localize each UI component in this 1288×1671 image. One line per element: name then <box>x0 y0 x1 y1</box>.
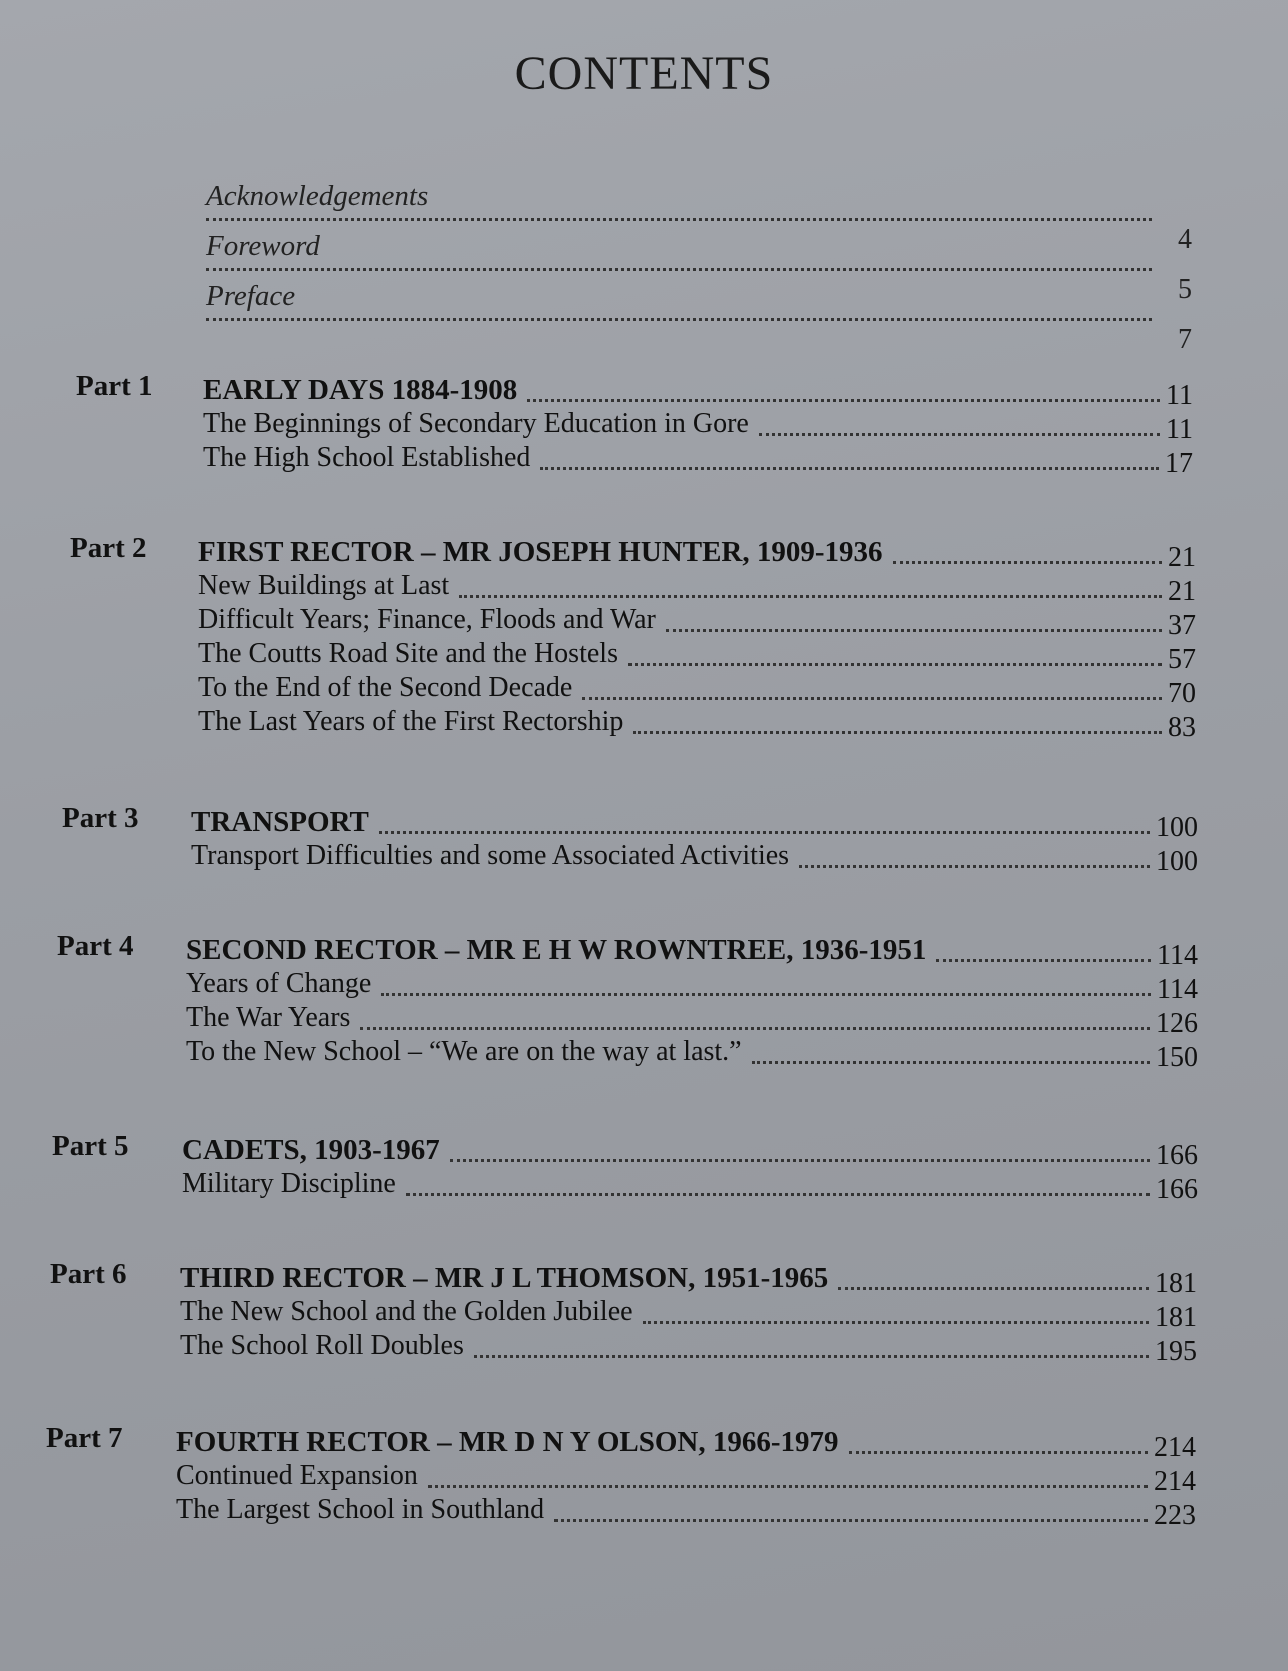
dot-leader <box>666 627 1162 632</box>
chapter-title: The Beginnings of Secondary Education in Gore <box>203 408 749 439</box>
chapter-title: The School Roll Doubles <box>180 1330 464 1361</box>
chapter-title: Years of Change <box>186 968 372 999</box>
part-heading <box>182 1134 1198 1171</box>
chapter-entry <box>203 442 1193 479</box>
chapter-entry <box>203 408 1193 445</box>
dot-leader <box>450 1157 1150 1162</box>
part-heading <box>186 934 1198 971</box>
page-number: 214 <box>1154 1432 1196 1463</box>
part-label: Part 7 <box>46 1422 123 1454</box>
page-number: 126 <box>1156 1008 1198 1039</box>
chapter-entry <box>186 1036 1198 1073</box>
page-number: 11 <box>1166 414 1193 445</box>
chapter-title: Continued Expansion <box>176 1460 418 1491</box>
page-number: 214 <box>1154 1466 1196 1497</box>
front-matter-item <box>206 280 1192 355</box>
page-number: 11 <box>1166 380 1193 411</box>
chapter-title: The Coutts Road Site and the Hostels <box>198 638 618 669</box>
part-label: Part 1 <box>76 370 153 402</box>
dot-leader <box>893 559 1162 564</box>
chapter-entry <box>176 1494 1196 1531</box>
chapter-title: The High School Established <box>203 442 531 473</box>
dot-leader <box>379 829 1150 834</box>
chapter-entry <box>198 570 1196 607</box>
page-number: 181 <box>1155 1268 1197 1299</box>
dot-leader <box>428 1483 1148 1488</box>
page-number: 223 <box>1154 1500 1196 1531</box>
chapter-title: The Last Years of the First Rectorship <box>198 706 624 737</box>
part-heading-title: CADETS, 1903-1967 <box>182 1134 440 1166</box>
dot-leader <box>759 431 1160 436</box>
page-number: 114 <box>1157 974 1198 1005</box>
page-number: 21 <box>1168 542 1196 573</box>
front-matter-page: 5 <box>1178 274 1192 305</box>
chapter-entry <box>180 1330 1197 1367</box>
dot-leader <box>554 1517 1148 1522</box>
part-heading-title: FIRST RECTOR – MR JOSEPH HUNTER, 1909-1936 <box>198 536 883 568</box>
dot-leader <box>752 1059 1150 1064</box>
page-number: 166 <box>1156 1140 1198 1171</box>
front-matter-label: Acknowledgements <box>206 180 429 212</box>
dot-leader <box>527 397 1160 402</box>
chapter-entry <box>182 1168 1198 1205</box>
chapter-title: Military Discipline <box>182 1168 396 1199</box>
dot-leader <box>643 1319 1149 1324</box>
page-number: 166 <box>1156 1174 1198 1205</box>
front-matter-label: Foreword <box>206 230 320 262</box>
part-label: Part 2 <box>70 532 147 564</box>
chapter-entry <box>198 638 1196 675</box>
dot-leader <box>474 1353 1149 1358</box>
chapter-entry <box>191 840 1198 877</box>
page-number: 37 <box>1168 610 1196 641</box>
dot-leader <box>206 300 1152 321</box>
part-heading-title: TRANSPORT <box>191 806 369 838</box>
part-heading-title: SECOND RECTOR – MR E H W ROWNTREE, 1936-1951 <box>186 934 927 966</box>
part-heading <box>176 1426 1196 1463</box>
part-label: Part 6 <box>50 1258 127 1290</box>
dot-leader <box>360 1025 1150 1030</box>
page-number: 195 <box>1155 1336 1197 1367</box>
chapter-entry <box>198 706 1196 743</box>
chapter-title: The Largest School in Southland <box>176 1494 545 1525</box>
page-number: 100 <box>1156 812 1198 843</box>
chapter-title: New Buildings at Last <box>198 570 450 601</box>
chapter-entry <box>186 968 1198 1005</box>
part-heading-title: EARLY DAYS 1884-1908 <box>203 374 518 406</box>
chapter-title: Difficult Years; Finance, Floods and War <box>198 604 656 635</box>
dot-leader <box>582 695 1162 700</box>
part-heading-title: FOURTH RECTOR – MR D N Y OLSON, 1966-1979 <box>176 1426 839 1458</box>
chapter-entry <box>180 1296 1197 1333</box>
front-matter-page: 4 <box>1178 224 1192 255</box>
page-number: 83 <box>1168 712 1196 743</box>
dot-leader <box>540 465 1159 470</box>
front-matter-label: Preface <box>206 280 296 312</box>
dot-leader <box>799 863 1150 868</box>
chapter-entry <box>176 1460 1196 1497</box>
dot-leader <box>406 1191 1150 1196</box>
dot-leader <box>206 250 1152 271</box>
front-matter <box>206 180 1192 355</box>
page-number: 114 <box>1157 940 1198 971</box>
front-matter-page: 7 <box>1178 324 1192 355</box>
page-number: 70 <box>1168 678 1196 709</box>
chapter-title: To the New School – “We are on the way at last.” <box>186 1036 742 1067</box>
chapter-title: The War Years <box>186 1002 351 1033</box>
page-number: 57 <box>1168 644 1196 675</box>
chapter-title: The New School and the Golden Jubilee <box>180 1296 633 1327</box>
dot-leader <box>381 991 1151 996</box>
part-label: Part 4 <box>57 930 134 962</box>
dot-leader <box>633 729 1162 734</box>
dot-leader <box>628 661 1162 666</box>
part-heading <box>191 806 1198 843</box>
part-label: Part 5 <box>52 1130 129 1162</box>
page-title: CONTENTS <box>514 47 774 100</box>
chapter-entry <box>186 1002 1198 1039</box>
page-number: 100 <box>1156 846 1198 877</box>
part-heading <box>203 374 1193 411</box>
dot-leader <box>459 593 1162 598</box>
page-number: 150 <box>1156 1042 1198 1073</box>
chapter-title: Transport Difficulties and some Associated Activities <box>191 840 790 871</box>
dot-leader <box>849 1449 1148 1454</box>
page-number: 181 <box>1155 1302 1197 1333</box>
chapter-entry <box>198 672 1196 709</box>
part-heading <box>198 536 1196 573</box>
part-heading-title: THIRD RECTOR – MR J L THOMSON, 1951-1965 <box>180 1262 829 1294</box>
chapter-entry <box>198 604 1196 641</box>
part-heading <box>180 1262 1197 1299</box>
part-label: Part 3 <box>62 802 139 834</box>
dot-leader <box>838 1285 1149 1290</box>
chapter-title: To the End of the Second Decade <box>198 672 573 703</box>
dot-leader <box>936 957 1151 962</box>
page-number: 17 <box>1165 448 1193 479</box>
page-number: 21 <box>1168 576 1196 607</box>
